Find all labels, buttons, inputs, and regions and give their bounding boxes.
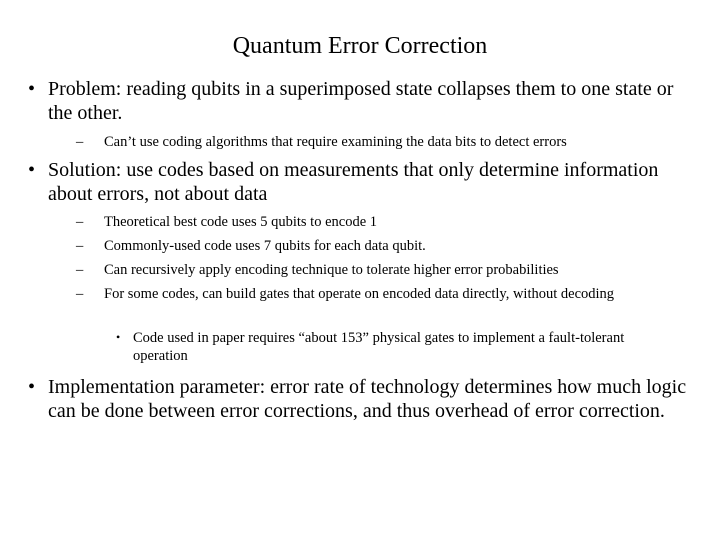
bullet-text: Solution: use codes based on measurements that only determine information about errors, not about data <box>48 159 659 205</box>
subsubbullet-text: Code used in paper requires “about 153” physical gates to implement a fault-tolerant operation <box>133 330 625 364</box>
subbullet-text: Theoretical best code uses 5 qubits to encode 1 <box>104 214 378 230</box>
bullet-implementation <box>28 375 688 423</box>
slide-title: Quantum Error Correction <box>232 33 488 59</box>
subbullet-commonly-used <box>76 237 694 255</box>
dash-marker: – <box>76 262 84 278</box>
subbullet-encoded-gates <box>76 285 674 303</box>
dash-marker: – <box>76 286 84 302</box>
bullet-text: Problem: reading qubits in a superimposed state collapses them to one state or the other. <box>48 78 674 124</box>
subbullet-text: Can recursively apply encoding technique to tolerate higher error probabilities <box>104 262 559 278</box>
bullet-marker: • <box>28 159 36 181</box>
bullet-text: Implementation parameter: error rate of technology determines how much logic can be done between error corrections, and thus overhead of error correction. <box>48 376 687 422</box>
subbullet-coding-algorithms <box>76 133 694 151</box>
bullet-solution <box>28 158 698 206</box>
subbullet-text: Commonly-used code uses 7 qubits for each data qubit. <box>104 238 426 254</box>
dash-marker: – <box>76 134 84 150</box>
bullet-marker: • <box>28 376 36 398</box>
bullet-marker: • <box>116 330 121 344</box>
subsubbullet-paper-gates <box>116 329 663 365</box>
bullet-problem <box>28 77 698 125</box>
dash-marker: – <box>76 238 84 254</box>
subbullet-recursive-encoding <box>76 261 694 279</box>
subbullet-text: Can’t use coding algorithms that require examining the data bits to detect errors <box>104 134 567 150</box>
subbullet-theoretical-best <box>76 213 694 231</box>
subbullet-text: For some codes, can build gates that operate on encoded data directly, without decoding <box>104 286 615 302</box>
bullet-marker: • <box>28 78 36 100</box>
dash-marker: – <box>76 214 84 230</box>
